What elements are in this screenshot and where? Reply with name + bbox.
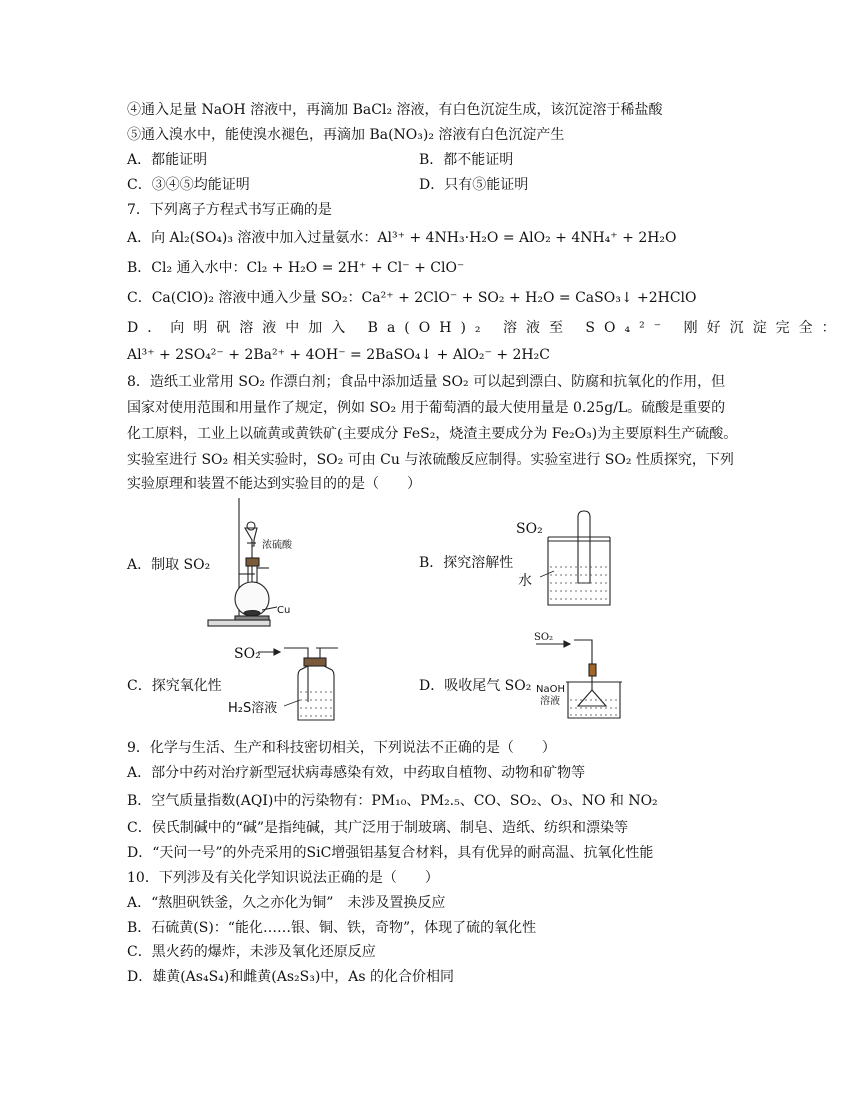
q9-option-a: A．部分中药对治疗新型冠状病毒感染有效，中药取自植物、动物和矿物等 <box>127 765 586 781</box>
q8-option-b: B．探究溶解性 <box>419 555 514 571</box>
q8-stem-line4: 实验室进行 SO₂ 相关实验时，SO₂ 可由 Cu 与浓硫酸反应制得。实验室进行 SO₂ 性质探究，下列 <box>127 452 734 468</box>
q8-stem-line1: 8．造纸工业常用 SO₂ 作漂白剂；食品中添加适量 SO₂ 可以起到漂白、防腐和抗氧化的作用，但 <box>127 374 726 390</box>
q8-stem-line3: 化工原料，工业上以硫黄或黄铁矿(主要成分 FeS₂，烧渣主要成分为 Fe₂O₃)为主要原料生产硫酸。 <box>127 426 738 442</box>
q6-item-5: ⑤通入溴水中，能使溴水褪色，再滴加 Ba(NO₃)₂ 溶液有白色沉淀产生 <box>127 127 565 143</box>
q10-option-d: D．雄黄(As₄S₄)和雌黄(As₂S₃)中，As 的化合价相同 <box>127 969 455 985</box>
figure-d-absorption-beaker <box>534 630 634 720</box>
q10-option-a: A．“熬胆矾铁釜，久之亦化为铜” 未涉及置换反应 <box>127 895 446 911</box>
q6-option-d: D．只有⑤能证明 <box>419 177 529 193</box>
q10-option-c: C．黑火药的爆炸，未涉及氧化还原反应 <box>127 944 376 960</box>
q8-option-c: C．探究氧化性 <box>127 678 222 694</box>
fig-a-cu-label: Cu <box>277 605 291 616</box>
fig-d-naoh-label: NaOH <box>536 684 565 695</box>
q6-option-c: C．③④⑤均能证明 <box>127 177 250 193</box>
q8-option-d: D．吸收尾气 SO₂ <box>419 678 532 694</box>
q6-option-b: B．都不能证明 <box>419 152 514 168</box>
q7-option-a: A．向 Al₂(SO₄)₃ 溶液中加入过量氨水：Al³⁺ + 4NH₃·H₂O = AlO₂ + 4NH₄⁺ + 2H₂O <box>127 230 677 246</box>
q8-option-a: A．制取 SO₂ <box>127 557 211 573</box>
q7-option-d-line1: D．向明矾溶液中加入 Ba(OH)₂ 溶液至 SO₄²⁻ 刚好沉淀完全： <box>127 320 845 336</box>
q7-option-c: C．Ca(ClO)₂ 溶液中通入少量 SO₂：Ca²⁺ + 2ClO⁻ + SO₂ + H₂O = CaSO₃↓ +2HClO <box>127 290 697 306</box>
q6-item-4: ④通入足量 NaOH 溶液中，再滴加 BaCl₂ 溶液，有白色沉淀生成，该沉淀溶于稀盐酸 <box>127 102 663 118</box>
q6-option-a: A．都能证明 <box>127 152 208 168</box>
q7-stem: 7．下列离子方程式书写正确的是 <box>127 202 332 218</box>
q9-option-b: B．空气质量指数(AQI)中的污染物有：PM₁₀、PM₂.₅、CO、SO₂、O₃、NO 和 NO₂ <box>127 793 658 809</box>
figure-b-solubility-beaker <box>512 507 612 611</box>
q10-stem: 10．下列涉及有关化学知识说法正确的是（ ） <box>127 870 439 886</box>
figure-c-wash-bottle <box>228 640 348 724</box>
q8-stem-line2: 国家对使用范围和用量作了规定，例如 SO₂ 用于葡萄酒的最大使用量是 0.25g/L。硫酸是重要的 <box>127 400 726 416</box>
q10-option-b: B．石硫黄(S)：“能化……银、铜、铁，奇物”，体现了硫的氧化性 <box>127 920 537 936</box>
fig-d-gas-label: SO₂ <box>534 632 554 643</box>
fig-b-gas-label: SO₂ <box>516 521 543 537</box>
figure-a-generation-apparatus <box>205 496 315 632</box>
q7-option-d-line2: Al³⁺ + 2SO₄²⁻ + 2Ba²⁺ + 4OH⁻ = 2BaSO₄↓ + AlO₂⁻ + 2H₂C <box>127 347 550 363</box>
fig-b-water-label: 水 <box>518 573 532 589</box>
q8-stem-line5: 实验原理和装置不能达到实验目的的是（ ） <box>127 476 421 492</box>
fig-c-solution-label: H₂S溶液 <box>228 701 278 716</box>
q9-stem: 9．化学与生活、生产和科技密切相关，下列说法不正确的是（ ） <box>127 740 556 756</box>
q7-option-b: B．Cl₂ 通入水中：Cl₂ + H₂O = 2H⁺ + Cl⁻ + ClO⁻ <box>127 260 465 276</box>
fig-c-gas-label: SO₂ <box>234 646 261 662</box>
q9-option-c: C．侯氏制碱中的“碱”是指纯碱，其广泛用于制玻璃、制皂、造纸、纺织和漂染等 <box>127 820 629 836</box>
fig-d-solution-label: 溶液 <box>540 696 560 707</box>
fig-a-acid-label: 浓硫酸 <box>262 540 292 551</box>
q9-option-d: D．“天问一号”的外壳采用的SiC增强铝基复合材料，具有优异的耐高温、抗氧化性能 <box>127 845 654 861</box>
